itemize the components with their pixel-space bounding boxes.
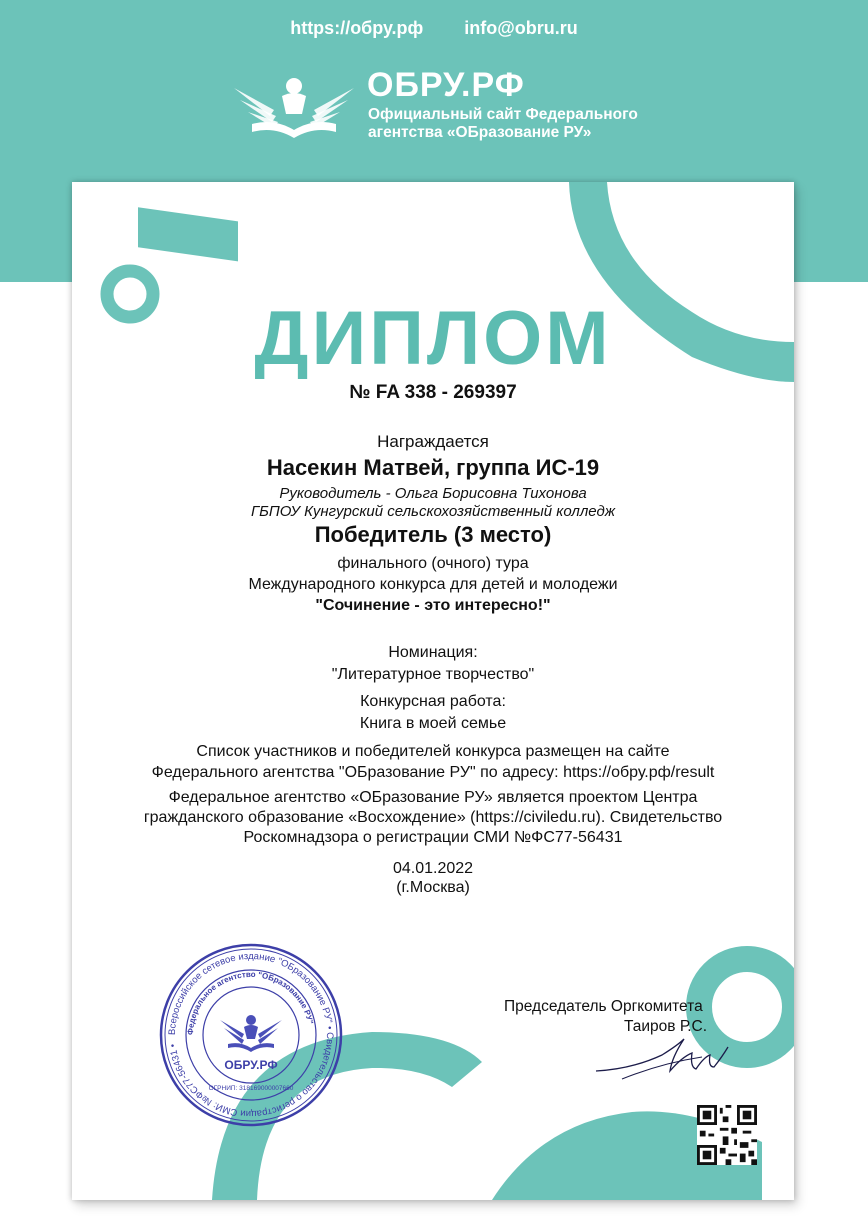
issue-city: (г.Москва) — [396, 879, 470, 896]
place-title: Победитель (3 место) — [314, 522, 552, 547]
site-link[interactable]: https://обру.рф — [290, 18, 424, 38]
list-note: Федерального агентства "ОБразование РУ" по адресу: https://обру.рф/result — [151, 764, 715, 781]
nomination-label: Номинация: — [388, 644, 478, 661]
signature-icon — [592, 1027, 732, 1087]
signer-title: Председатель Оргкомитета — [504, 998, 703, 1015]
email-link[interactable]: info@obru.ru — [464, 18, 578, 38]
agency-note: Федеральное агентство «ОБразование РУ» является проектом Центра — [168, 789, 698, 806]
institution: ГБПОУ Кунгурский сельскохозяйственный колледж — [250, 503, 616, 520]
stamp — [158, 942, 344, 1128]
diploma-number: № FA 338 - 269397 — [349, 382, 517, 403]
stamp-logo: ОБРУ.РФ — [224, 1058, 278, 1072]
recipient-name: Насекин Матвей, группа ИС-19 — [266, 455, 600, 480]
logo-subtitle — [368, 106, 668, 142]
logo-title: ОБРУ.РФ — [367, 66, 525, 104]
contest-type: Международного конкурса для детей и молодежи — [248, 576, 618, 593]
logo-subtitle-line: агентства «ОБразование РУ» — [368, 124, 592, 141]
agency-note: Роскомнадзора о регистрации СМИ №ФС77-56431 — [243, 829, 623, 846]
diploma-sheet — [72, 182, 794, 1200]
diploma-title: ДИПЛОМ — [254, 296, 612, 381]
nomination-value: "Литературное творчество" — [331, 666, 535, 683]
qr-code-icon[interactable] — [697, 1105, 757, 1165]
awarded-label: Награждается — [377, 432, 489, 451]
work-title: Книга в моей семье — [359, 715, 507, 732]
stamp-ogrnip: ОГРНИП: 318169000007660 — [208, 1085, 294, 1092]
top-links — [0, 18, 868, 39]
issue-date: 04.01.2022 — [392, 860, 474, 877]
round-text: финального (очного) тура — [337, 555, 529, 572]
signer-name: Таиров Р.С. — [624, 1018, 708, 1035]
logo-subtitle-line: Официальный сайт Федерального — [368, 106, 638, 123]
list-note: Список участников и победителей конкурса размещен на сайте — [196, 743, 670, 760]
contest-name: "Сочинение - это интересно!" — [315, 597, 551, 614]
supervisor: Руководитель - Ольга Борисовна Тихонова — [279, 485, 587, 502]
stamp-outer-text: Всероссийское сетевое издание "ОБразование РУ" • Свидетельство о регистрации СМИ: №ФС77-56431 • — [166, 950, 336, 1120]
agency-note: гражданского образование «Восхождение» (https://civiledu.ru). Свидетельство — [143, 809, 723, 826]
bird-book-icon — [230, 70, 358, 142]
work-label: Конкурсная работа: — [360, 693, 506, 710]
stamp-inner-text: Федеральное агентство "ОБразование РУ" — [185, 969, 315, 1036]
stamp-bird-icon — [220, 1015, 282, 1052]
